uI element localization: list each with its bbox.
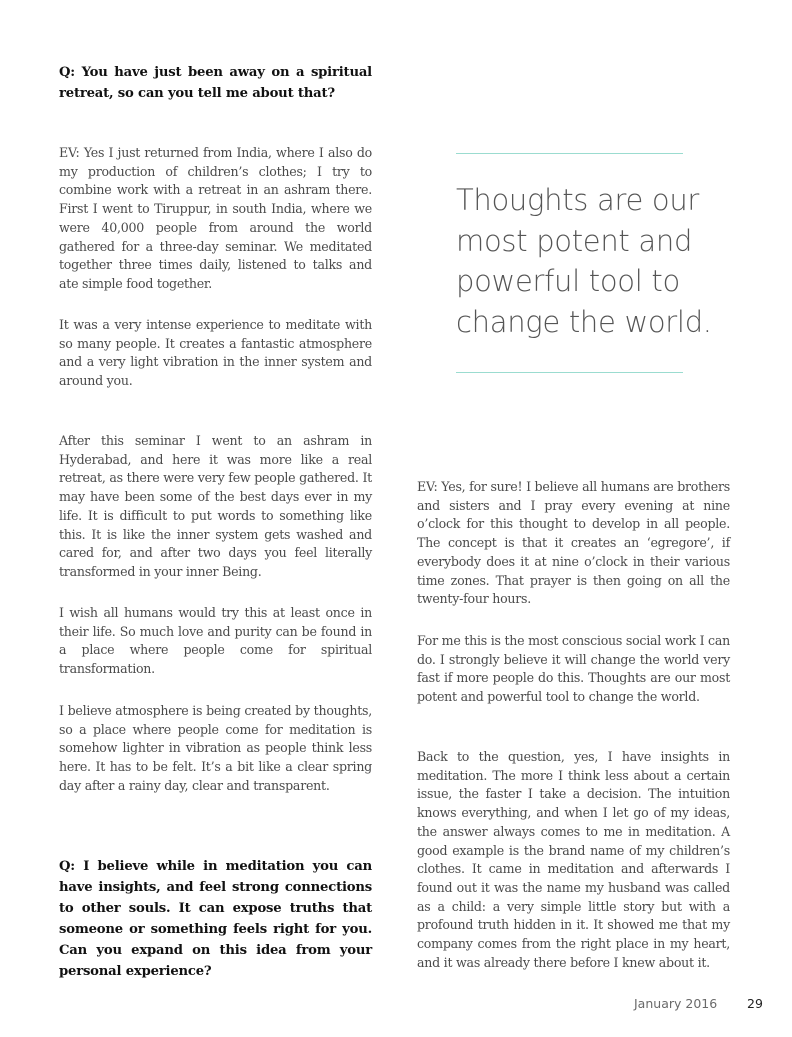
pull-quote-top-rule [456, 153, 683, 154]
footer-date: January 2016 [634, 996, 718, 1011]
right-paragraph-3: Back to the question, yes, I have insights in meditation. The more I think less about a certain issue, the faster I take a decision. The intuition knows everything, and when I let go of my ideas, the answer always comes to me in meditation. A good example is the brand name of my children’s clothes. It came in meditation and afterwards I found out it was the name my husband was called as a child: a very simple little story but with a profound truth hidden in it. It showed me that my company comes from the right place in my heart, and it was already there before I knew about it. [417, 749, 730, 970]
left-paragraph-1: EV: Yes I just returned from India, where I also do my production of children’s clothes; I try to combine work with a retreat in an ashram there. First I went to Tiruppur, in south India, where we were 40,000 people from around the world gathered for a three-day seminar. We meditated together three times daily, listened to talks and ate simple food together. [59, 145, 372, 291]
right-paragraph-1: EV: Yes, for sure! I believe all humans are brothers and sisters and I pray every evening at nine o’clock for this thought to develop in all people. The concept is that it creates an ‘egregore’, if everybody does it at nine o’clock in their various time zones. That prayer is then going on all the twenty-four hours. [417, 479, 730, 607]
page-number: 29 [747, 996, 763, 1011]
pull-quote-bottom-rule [456, 372, 683, 373]
left-paragraph-5: I believe atmosphere is being created by thoughts, so a place where people come for meditation is somehow lighter in vibration as people think less here. It has to be felt. It’s a bit like a clear spring day after a rainy day, clear and transparent. [59, 703, 372, 793]
left-paragraph-4: I wish all humans would try this at least once in their life. So much love and purity can be found in a place where people come for spiritual transformation. [59, 605, 372, 677]
left-paragraph-3: After this seminar I went to an ashram in Hyderabad, and here it was more like a real retreat, as there were very few people gathered. It may have been some of the best days ever in my life. It is difficult to put words to something like this. It is like the inner system gets washed and cared for, and after two days you feel literally transformed in your inner Being. [59, 433, 372, 579]
right-paragraph-2: For me this is the most conscious social work I can do. I strongly believe it will change the world very fast if more people do this. Thoughts are our most potent and powerful tool to change the world. [417, 633, 730, 705]
question-1: Q: You have just been away on a spiritual retreat, so can you tell me about that? [59, 65, 372, 101]
left-paragraph-2: It was a very intense experience to meditate with so many people. It creates a fantastic atmosphere and a very light vibration in the inner system and around you. [59, 317, 372, 389]
question-2: Q: I believe while in meditation you can have insights, and feel strong connections to other souls. It can expose truths that someone or something feels right for you. Can you expand on this idea from your personal experience? [59, 859, 372, 979]
pull-quote: Thoughts are our most potent and powerful tool to change the world. [456, 183, 712, 339]
